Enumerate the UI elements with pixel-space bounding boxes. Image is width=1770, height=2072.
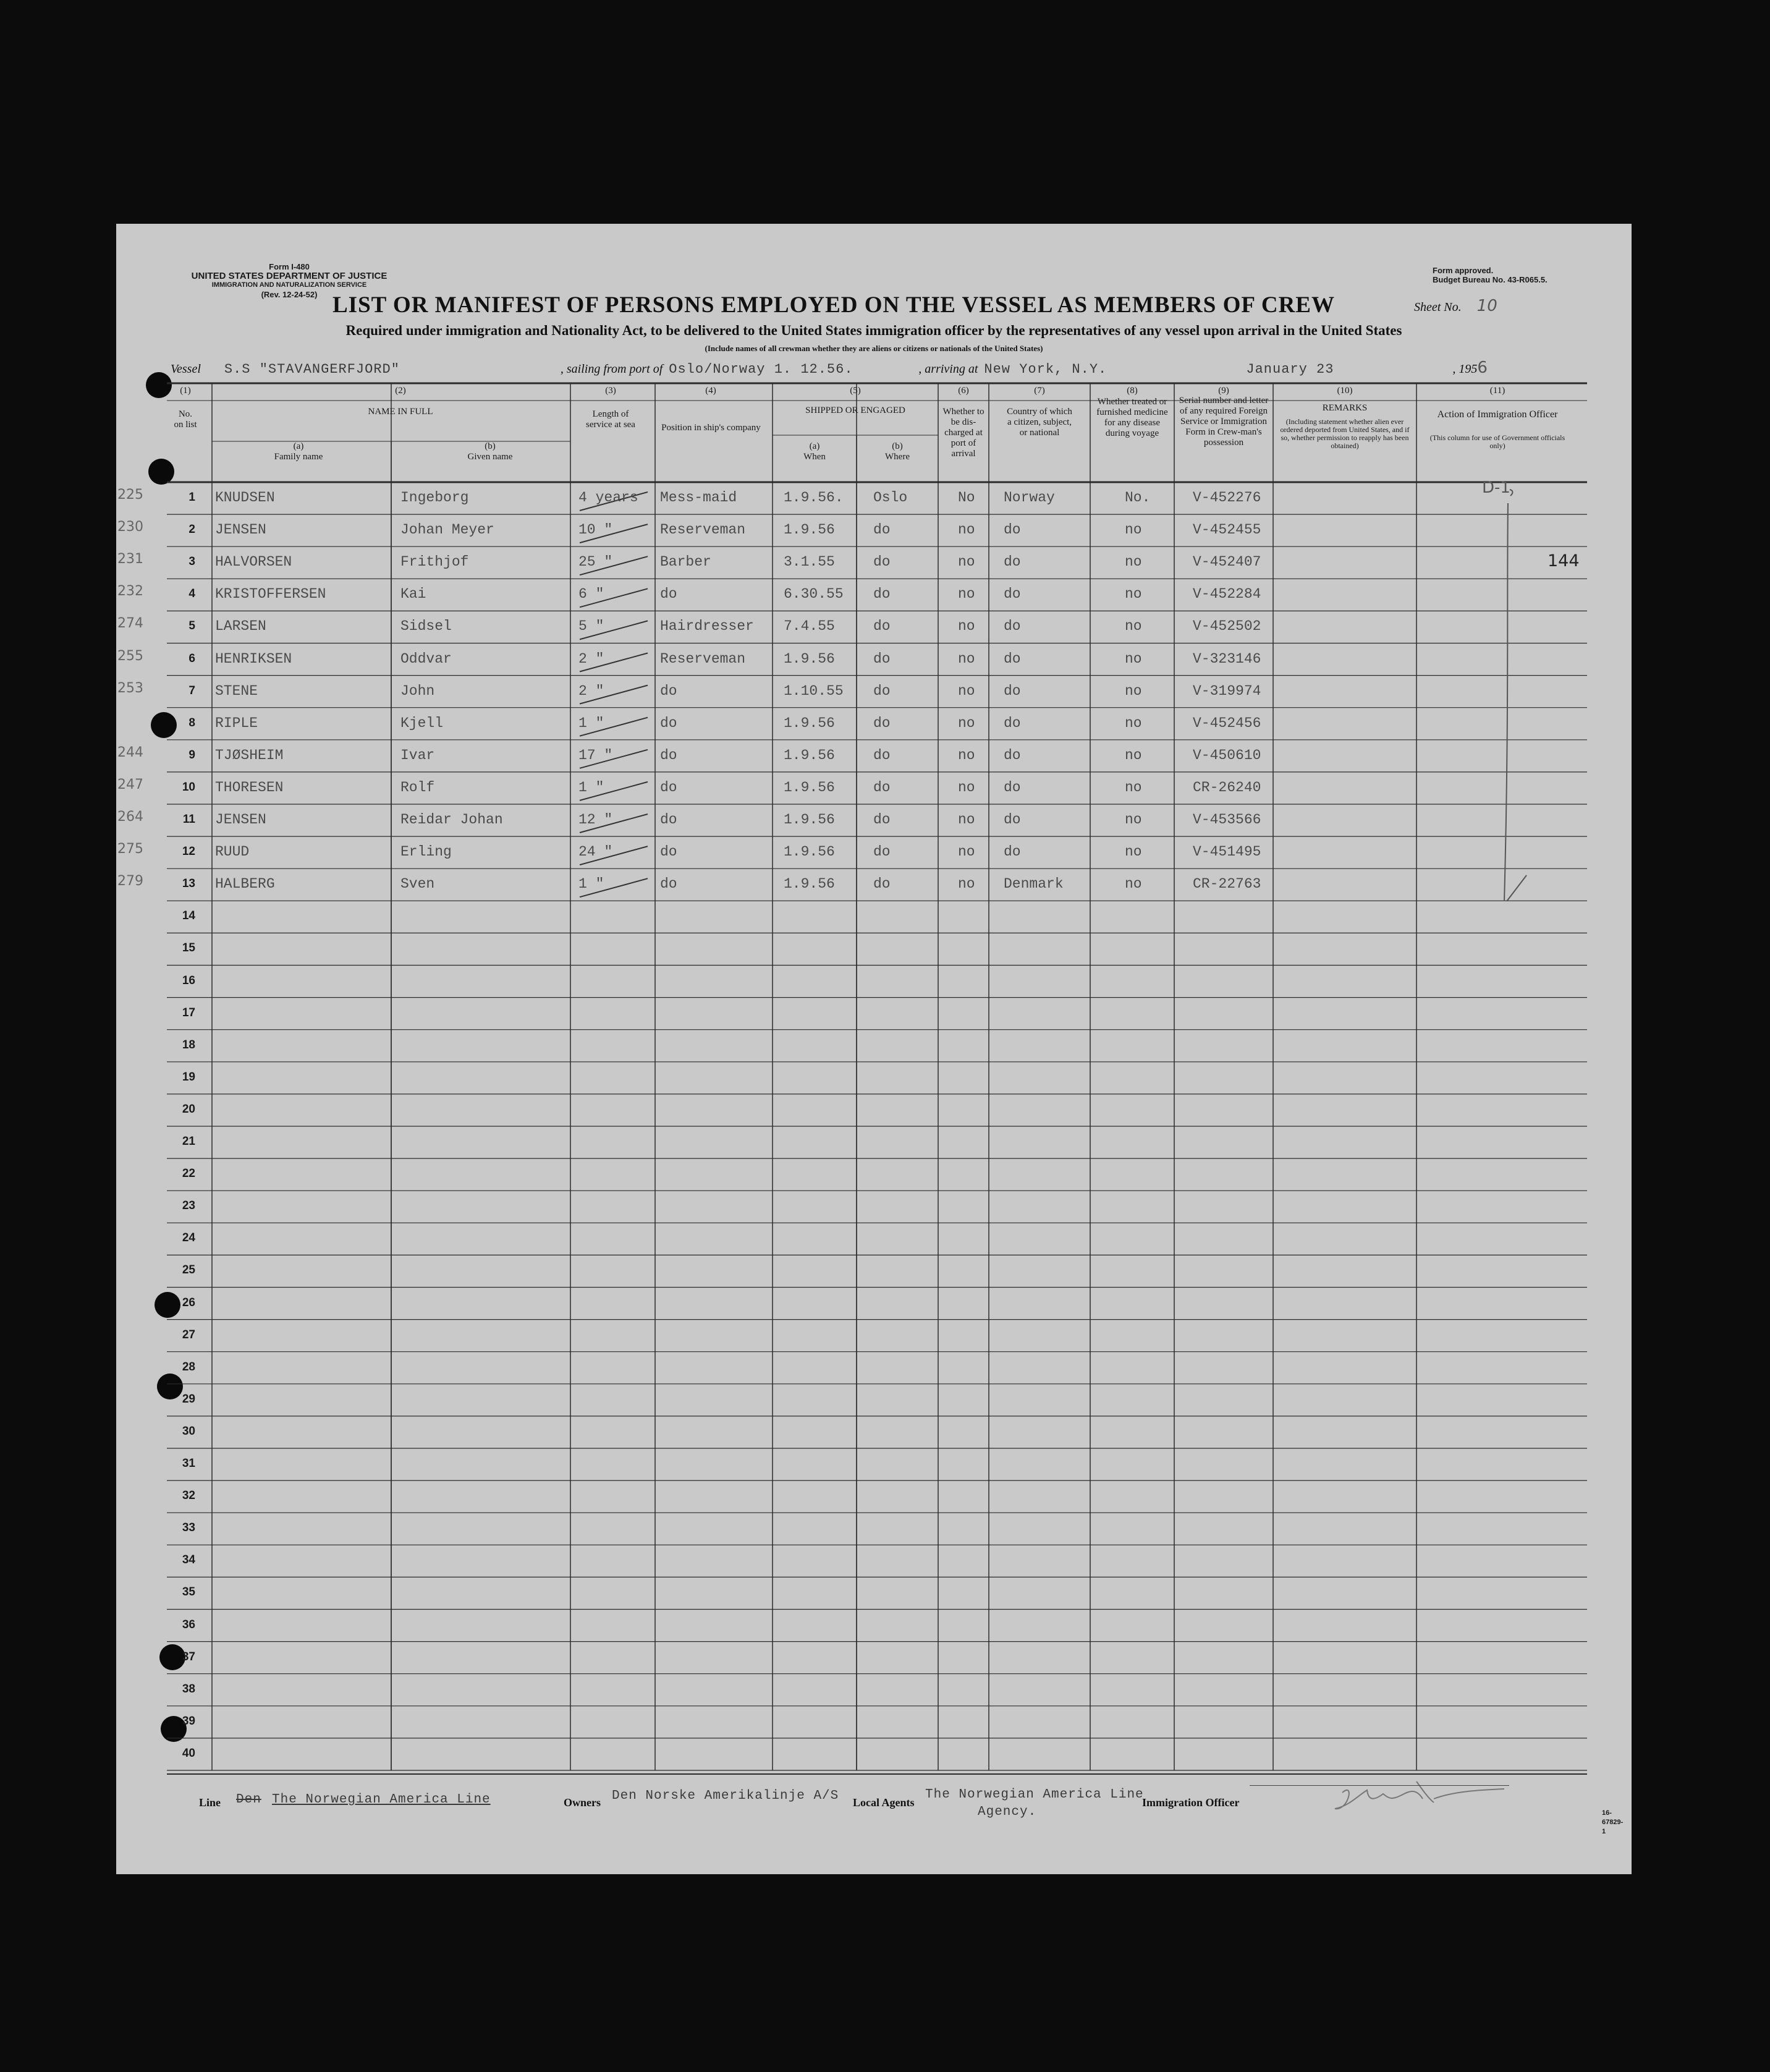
serial-number: CR-26240	[1193, 779, 1261, 796]
margin-number: 253	[117, 680, 143, 696]
medicine: no	[1125, 844, 1142, 860]
manifest-sheet	[116, 224, 1632, 1874]
row-number: 2	[188, 523, 195, 537]
position: Barber	[660, 554, 711, 571]
family-name: THORESEN	[215, 779, 284, 796]
action-mark: D-1	[1482, 478, 1510, 497]
row-number: 10	[182, 780, 195, 794]
page-title: LIST OR MANIFEST OF PERSONS EMPLOYED ON THE VESSEL AS MEMBERS OF CREW	[332, 292, 1335, 318]
serial-number: V-453566	[1193, 812, 1261, 828]
family-name: STENE	[215, 682, 258, 699]
col5-label: SHIPPED OR ENGAGED	[805, 405, 905, 415]
col1-num: (1)	[180, 386, 191, 396]
row-number: 35	[182, 1586, 195, 1599]
given-name: Johan Meyer	[400, 522, 494, 538]
row-number: 18	[182, 1038, 195, 1051]
row-number: 38	[182, 1682, 195, 1696]
discharged: no	[958, 779, 975, 796]
row-number: 11	[182, 813, 195, 826]
shipped-when: 6.30.55	[784, 586, 844, 603]
subtitle: Required under immigration and Nationality Act, to be delivered to the United States immigration officer by the representatives of any vessel upon arrival in the United States	[345, 323, 1402, 338]
col5a-label: When	[803, 452, 826, 462]
row-number: 26	[182, 1296, 195, 1309]
budget-number: Budget Bureau No. 43-R065.5.	[1433, 275, 1548, 284]
service: IMMIGRATION AND NATURALIZATION SERVICE	[211, 281, 367, 289]
col7-num: (7)	[1034, 386, 1045, 396]
row-number: 12	[182, 845, 195, 859]
medicine: no	[1125, 586, 1142, 603]
footer	[199, 1786, 1624, 1854]
margin-number: 264	[117, 809, 143, 825]
medicine: no	[1125, 650, 1142, 667]
row-number: 28	[182, 1360, 195, 1374]
margin-number: 225	[117, 487, 143, 503]
position: do	[660, 715, 677, 731]
margin-number: 231	[117, 551, 143, 567]
position: Mess-maid	[660, 490, 737, 506]
length-of-service: 1 "	[578, 715, 604, 731]
position: Reserveman	[660, 522, 746, 538]
medicine: no	[1125, 812, 1142, 828]
col6-label: Whether to be dis-charged at port of arrival	[942, 407, 985, 459]
shipped-where: do	[873, 779, 891, 796]
row-number: 5	[188, 619, 195, 633]
shipped-where: do	[873, 554, 891, 571]
serial-number: V-452455	[1193, 522, 1261, 538]
family-name: KNUDSEN	[215, 490, 275, 506]
discharged: no	[958, 522, 975, 538]
line-struck: Den	[236, 1793, 261, 1807]
discharged: no	[958, 876, 975, 893]
col4-label: Position in ship's company	[661, 423, 761, 433]
country: do	[1004, 779, 1021, 796]
family-name: TJØSHEIM	[215, 747, 284, 763]
row-number: 20	[182, 1102, 195, 1116]
given-name: Ingeborg	[400, 490, 469, 506]
row-number: 25	[182, 1263, 195, 1277]
agents-value: The Norwegian America Line	[925, 1788, 1144, 1802]
serial-number: V-452502	[1193, 618, 1261, 635]
margin-number: 275	[117, 841, 143, 857]
shipped-where: do	[873, 586, 891, 603]
shipped-when: 1.9.56	[784, 812, 835, 828]
col1-label: No. on list	[174, 409, 197, 430]
col5b-num: (b)	[892, 441, 903, 451]
shipped-when: 1.9.56	[784, 715, 835, 731]
medicine: no	[1125, 876, 1142, 893]
shipped-where: do	[873, 844, 891, 860]
serial-number: V-323146	[1193, 650, 1261, 667]
position: do	[660, 747, 677, 763]
owners-label: Owners	[564, 1796, 601, 1809]
col10-num: (10)	[1337, 386, 1353, 396]
sailing-label: , sailing from port of	[560, 362, 663, 376]
country: do	[1004, 586, 1021, 603]
col10-note: (Including statement whether alien ever ordered deported from United States, and if so, whether permission to reapply has been obtained)	[1280, 417, 1410, 450]
row-number: 9	[188, 748, 195, 762]
position: do	[660, 779, 677, 796]
col5-num: (5)	[850, 386, 861, 396]
officer-signature	[1330, 1778, 1509, 1815]
row-number: 3	[188, 555, 195, 569]
country: do	[1004, 650, 1021, 667]
margin-number: 230	[117, 519, 143, 535]
shipped-where: do	[873, 812, 891, 828]
shipped-when: 1.9.56	[784, 747, 835, 763]
given-name: Kjell	[400, 715, 444, 731]
length-of-service: 6 "	[578, 586, 604, 603]
col3-num: (3)	[605, 386, 616, 396]
row-number: 40	[182, 1746, 195, 1760]
medicine: no	[1125, 554, 1142, 571]
given-name: Frithjof	[400, 554, 469, 571]
row-number: 24	[182, 1231, 195, 1245]
shipped-where: do	[873, 715, 891, 731]
position: Reserveman	[660, 650, 746, 667]
serial-number: V-451495	[1193, 844, 1261, 860]
row-number: 7	[188, 684, 195, 697]
length-of-service: 12 "	[578, 812, 613, 828]
shipped-where: do	[873, 876, 891, 893]
discharged: no	[958, 618, 975, 635]
year-digit: 6	[1477, 359, 1488, 377]
col5b-label: Where	[885, 452, 910, 462]
margin-number: 247	[117, 776, 143, 792]
approval: Form approved.	[1433, 266, 1494, 275]
serial-number: V-450610	[1193, 747, 1261, 763]
medicine: no	[1125, 715, 1142, 731]
family-name: JENSEN	[215, 812, 266, 828]
given-name: Ivar	[400, 747, 435, 763]
discharged: no	[958, 844, 975, 860]
shipped-when: 1.9.56	[784, 844, 835, 860]
position: do	[660, 586, 677, 603]
length-of-service: 24 "	[578, 844, 613, 860]
count-mark: 144	[1548, 551, 1580, 571]
length-of-service: 10 "	[578, 522, 613, 538]
country: do	[1004, 522, 1021, 538]
row-number: 14	[182, 909, 195, 923]
agents-label: Local Agents	[853, 1796, 915, 1809]
shipped-when: 1.9.56	[784, 522, 835, 538]
row-number: 6	[188, 652, 195, 665]
shipped-where: Oslo	[873, 490, 908, 506]
col2a-label: Family name	[274, 452, 323, 462]
shipped-when: 1.9.56	[784, 650, 835, 667]
sailing-from: Oslo/Norway 1. 12.56.	[669, 362, 853, 377]
row-number: 23	[182, 1199, 195, 1213]
col8-label: Whether treated or furnished medicine for any disease during voyage	[1096, 397, 1168, 438]
shipped-when: 1.9.56	[784, 876, 835, 893]
length-of-service: 25 "	[578, 554, 613, 571]
arriving-label: , arriving at	[918, 362, 978, 376]
serial-number: CR-22763	[1193, 876, 1261, 893]
length-of-service: 1 "	[578, 779, 604, 796]
margin-number: 232	[117, 584, 143, 600]
vessel-name: S.S "STAVANGERFJORD"	[224, 362, 400, 377]
family-name: RUUD	[215, 844, 250, 860]
country: do	[1004, 618, 1021, 635]
row-number: 32	[182, 1489, 195, 1503]
medicine: no	[1125, 618, 1142, 635]
discharged: no	[958, 650, 975, 667]
col11-note: (This column for use of Government officials only)	[1429, 433, 1565, 450]
discharged: no	[958, 715, 975, 731]
row-number: 13	[182, 877, 195, 891]
given-name: Sven	[400, 876, 435, 893]
line-label: Line	[199, 1796, 221, 1809]
row-number: 17	[182, 1006, 195, 1019]
shipped-when: 1.9.56.	[784, 490, 844, 506]
medicine: no	[1125, 522, 1142, 538]
shipped-when: 3.1.55	[784, 554, 835, 571]
col2-num: (2)	[395, 386, 406, 396]
col11-num: (11)	[1489, 386, 1505, 396]
discharged: no	[958, 812, 975, 828]
col10-label: REMARKS	[1322, 403, 1368, 413]
revision: (Rev. 12-24-52)	[261, 290, 318, 299]
medicine: no	[1125, 682, 1142, 699]
given-name: Oddvar	[400, 650, 452, 667]
col11-label: Action of Immigration Officer	[1437, 409, 1558, 420]
row-number: 37	[182, 1650, 195, 1663]
country: Norway	[1004, 490, 1055, 506]
row-number: 16	[182, 974, 195, 987]
arriving-at: New York, N.Y.	[984, 362, 1107, 377]
serial-number: V-452407	[1193, 554, 1261, 571]
col2b-label: Given name	[467, 452, 513, 462]
shipped-where: do	[873, 682, 891, 699]
officer-label: Immigration Officer	[1142, 1796, 1240, 1809]
col8-num: (8)	[1127, 386, 1138, 396]
given-name: Reidar Johan	[400, 812, 503, 828]
row-number: 8	[188, 716, 195, 729]
row-number: 22	[182, 1167, 195, 1181]
family-name: HALVORSEN	[215, 554, 292, 571]
length-of-service: 1 "	[578, 876, 604, 893]
given-name: Erling	[400, 844, 452, 860]
family-name: KRISTOFFERSEN	[215, 586, 326, 603]
row-number: 34	[182, 1553, 195, 1567]
margin-number: 255	[117, 648, 143, 664]
country: do	[1004, 554, 1021, 571]
medicine: no	[1125, 779, 1142, 796]
length-of-service: 4 years	[578, 490, 638, 506]
col3-label: Length of service at sea	[586, 409, 635, 430]
col2-label: NAME IN FULL	[368, 407, 433, 417]
family-name: RIPLE	[215, 715, 258, 731]
position: do	[660, 812, 677, 828]
row-number: 1	[188, 491, 195, 504]
margin-number: 279	[117, 873, 143, 890]
length-of-service: 17 "	[578, 747, 613, 763]
given-name: John	[400, 682, 435, 699]
serial-number: V-452284	[1193, 586, 1261, 603]
serial-number: V-452276	[1193, 490, 1261, 506]
medicine: no	[1125, 747, 1142, 763]
row-number: 36	[182, 1618, 195, 1631]
col2a-num: (a)	[293, 441, 304, 451]
discharged: no	[958, 747, 975, 763]
country: do	[1004, 812, 1021, 828]
length-of-service: 5 "	[578, 618, 604, 635]
family-name: LARSEN	[215, 618, 266, 635]
row-number: 30	[182, 1424, 195, 1438]
discharged: no	[958, 586, 975, 603]
agents-value-2: Agency.	[978, 1805, 1037, 1819]
family-name: HALBERG	[215, 876, 275, 893]
include-note: (Include names of all crewman whether they are aliens or citizens or nationals of the United States)	[705, 344, 1043, 353]
family-name: HENRIKSEN	[215, 650, 292, 667]
length-of-service: 2 "	[578, 682, 604, 699]
shipped-where: do	[873, 747, 891, 763]
arrival-date: January 23	[1246, 362, 1334, 377]
given-name: Rolf	[400, 779, 435, 796]
shipped-where: do	[873, 522, 891, 538]
line-value: The Norwegian America Line	[272, 1793, 491, 1807]
row-number: 19	[182, 1070, 195, 1084]
col9-label: Serial number and letter of any required Foreign Service or Immigration Form in Crew-man's possession	[1179, 396, 1269, 448]
shipped-where: do	[873, 618, 891, 635]
position: Hairdresser	[660, 618, 754, 635]
row-number: 39	[182, 1714, 195, 1728]
margin-number: 274	[117, 616, 143, 632]
form-number: Form I-480	[269, 262, 310, 271]
footer-code: 16-67829-1	[1602, 1809, 1624, 1835]
discharged: no	[958, 682, 975, 699]
owners-value: Den Norske Amerikalinje A/S	[612, 1789, 839, 1803]
row-number: 33	[182, 1521, 195, 1535]
family-name: JENSEN	[215, 522, 266, 538]
department: UNITED STATES DEPARTMENT OF JUSTICE	[191, 271, 387, 281]
col7-label: Country of which a citizen, subject, or national	[1007, 407, 1072, 438]
medicine: No.	[1125, 490, 1151, 506]
given-name: Sidsel	[400, 618, 452, 635]
serial-number: V-319974	[1193, 682, 1261, 699]
sheet-value: 10	[1476, 297, 1497, 315]
row-number: 27	[182, 1328, 195, 1341]
country: do	[1004, 747, 1021, 763]
officer-signature-line	[1250, 1785, 1509, 1786]
country: do	[1004, 682, 1021, 699]
sheet-label: Sheet No.	[1414, 300, 1462, 314]
country: do	[1004, 715, 1021, 731]
country: Denmark	[1004, 876, 1064, 893]
position: do	[660, 876, 677, 893]
row-number: 29	[182, 1392, 195, 1406]
country: do	[1004, 844, 1021, 860]
row-number: 21	[182, 1135, 195, 1148]
position: do	[660, 682, 677, 699]
row-number: 31	[182, 1457, 195, 1470]
row-number: 15	[182, 941, 195, 955]
shipped-when: 1.10.55	[784, 682, 844, 699]
discharged: no	[958, 554, 975, 571]
given-name: Kai	[400, 586, 426, 603]
col2b-num: (b)	[485, 441, 496, 451]
col9-num: (9)	[1218, 386, 1229, 396]
col6-num: (6)	[958, 386, 969, 396]
position: do	[660, 844, 677, 860]
vessel-label: Vessel	[171, 362, 201, 376]
serial-number: V-452456	[1193, 715, 1261, 731]
discharged: No	[958, 490, 975, 506]
shipped-where: do	[873, 650, 891, 667]
col4-num: (4)	[705, 386, 716, 396]
action-bracket	[116, 224, 1632, 1874]
shipped-when: 7.4.55	[784, 618, 835, 635]
length-of-service: 2 "	[578, 650, 604, 667]
year-prefix: , 195	[1452, 362, 1478, 376]
margin-number: 244	[117, 744, 143, 760]
col5a-num: (a)	[809, 441, 820, 451]
shipped-when: 1.9.56	[784, 779, 835, 796]
row-number: 4	[188, 587, 195, 601]
